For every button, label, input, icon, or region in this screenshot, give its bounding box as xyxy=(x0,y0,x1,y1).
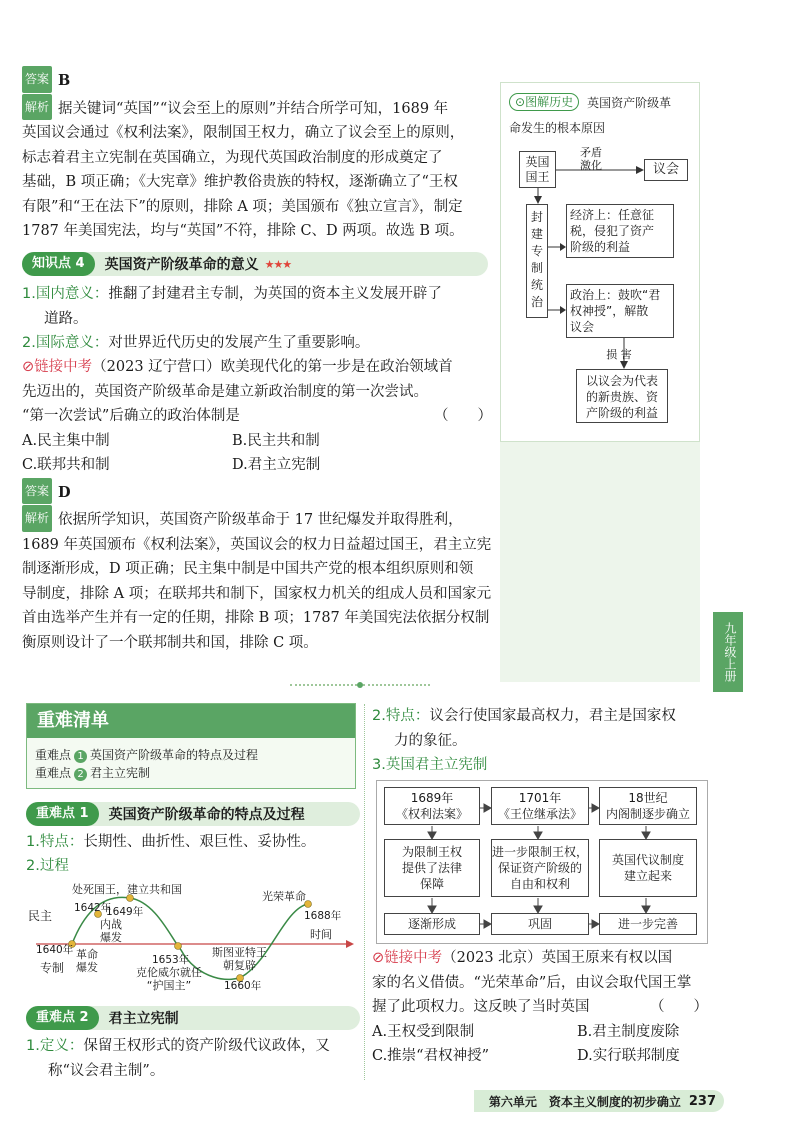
link-icon: ⊘ xyxy=(372,950,385,966)
option-b: B.民主共和制 xyxy=(232,432,320,449)
conflict-label: 矛盾 激化 xyxy=(580,146,602,172)
item-text: 对世界近代历史的发展产生了重要影响。 xyxy=(108,335,370,351)
unit-title: 第六单元 资本主义制度的初步确立 xyxy=(488,1094,681,1109)
year-1640: 1640年 xyxy=(36,944,74,956)
review-item: 重难点 1 英国资产阶级革命的特点及过程 xyxy=(35,748,259,762)
answer-blank: （ ） xyxy=(434,408,492,424)
representative-system-box: 英国代议制度 建立起来 xyxy=(599,839,697,897)
option-a: A.王权受到限制 xyxy=(372,1023,475,1040)
question-stem: 欧美现代化的第一步是在政治领域首 xyxy=(220,359,453,375)
question-source: （2023 北京） xyxy=(442,950,542,966)
analysis-line: 1787 年美国宪法，均与“英国”不符，排除 C、D 两项。故选 B 项。 xyxy=(22,223,464,239)
page-footer xyxy=(474,1090,724,1112)
review-list-title: 重难清单 xyxy=(27,704,355,738)
feature-line: 1.特点：长期性、曲折性、艰巨性、妥协性。 xyxy=(26,834,316,850)
answer-tag: 答案 xyxy=(22,66,52,93)
economic-box: 经济上：任意征 税，侵犯了资产 阶级的利益 xyxy=(566,204,674,258)
question-stem: 先迈出的，英国资产阶级革命是建立新政治制度的第一次尝试。 xyxy=(22,383,428,400)
link-label: 链接中考 xyxy=(34,359,93,375)
label-revolution: 革命 爆发 xyxy=(76,948,98,974)
knowledge-point-label: 知识点 4 xyxy=(22,252,95,276)
cabinet-box: 18世纪 内阁制逐步确立 xyxy=(599,787,697,825)
sidebar-panel-lower xyxy=(500,442,700,682)
axis-democracy: 民主 xyxy=(28,909,53,923)
year-1642: 1642年 xyxy=(74,902,112,914)
analysis-line: 基础，B 项正确；《大宪章》维护教俗贵族的特权，逐渐确立了“王权 xyxy=(22,174,458,190)
knowledge-point-header xyxy=(22,252,488,276)
review-item: 重难点 2 君主立宪制 xyxy=(35,766,151,780)
item-label: 2.国际意义： xyxy=(22,335,109,351)
option-d: D.实行联邦制度 xyxy=(577,1048,680,1064)
question-stem: 家的名义借债。“光荣革命”后，由议会取代国王掌 xyxy=(372,974,692,991)
key-difficulty-header xyxy=(26,1006,360,1030)
link-icon: ⊘ xyxy=(22,359,35,375)
label-cromwell: 克伦威尔就任 “护国主” xyxy=(136,966,202,992)
analysis-line: 依据所学知识，英国资产阶级革命于 17 世纪爆发并取得胜利， xyxy=(58,512,463,528)
analysis-line: 制逐渐形成，D 项正确；民主集中制是中国共产党的根本组织原则和领 xyxy=(22,561,474,577)
analysis-line: 有限”和“王在法下”的原则，排除 A 项；美国颁布《独立宣言》，制定 xyxy=(22,198,463,215)
item-label: 1.国内意义： xyxy=(22,286,109,302)
diagram-title: 命发生的根本原因 xyxy=(509,121,606,135)
label-civil-war: 内战 爆发 xyxy=(100,918,122,944)
label-stuart: 斯图亚特王 朝复辟 xyxy=(212,946,267,972)
star-rating: ★★★ xyxy=(264,257,292,271)
act-of-settlement-box: 1701年 《王位继承法》 xyxy=(491,787,589,825)
knowledge-point-title: 英国资产阶级革命的意义 xyxy=(104,257,259,273)
question-stem: 握了此项权力。这反映了当时英国 xyxy=(372,999,590,1015)
question-stem: 英国王原来有权以国 xyxy=(541,950,673,966)
year-1688: 1688年 xyxy=(304,910,342,922)
answer-letter: D xyxy=(58,483,71,501)
diagram-icon: ⊙ xyxy=(515,95,526,109)
key-difficulty-title: 君主立宪制 xyxy=(108,1011,179,1027)
key-difficulty-label: 重难点 2 xyxy=(26,1006,99,1030)
item-text: 道路。 xyxy=(44,310,88,327)
process-label: 2.过程 xyxy=(26,858,69,874)
forming-box: 逐渐形成 xyxy=(384,913,480,935)
number-badge: 1 xyxy=(74,750,87,763)
parliament-box: 议会 xyxy=(644,159,688,181)
political-box: 政治上：鼓吹“君 权神授”，解散 议会 xyxy=(566,284,674,338)
knowledge-point-body xyxy=(22,282,492,356)
year-1649: 1649年 xyxy=(106,906,144,918)
review-list-box xyxy=(26,703,356,789)
king-box: 英国 国王 xyxy=(519,151,556,188)
harm-label: 损 害 xyxy=(606,348,632,361)
result-box: 以议会为代表 的新贵族、资 产阶级的利益 xyxy=(576,369,668,423)
definition-block: 1.定义：保留王权形式的资产阶级代议政体，又 称“议会君主制”。 xyxy=(26,1038,330,1079)
section-divider xyxy=(290,682,430,688)
key-difficulty-label: 重难点 1 xyxy=(26,802,99,826)
bill-of-rights-box: 1689年 《权利法案》 xyxy=(384,787,480,825)
legal-guarantee-box: 为限制王权 提供了法律 保障 xyxy=(384,839,480,897)
option-d: D.君主立宪制 xyxy=(232,457,321,473)
analysis-tag: 解析 xyxy=(22,94,52,121)
year-1653: 1653年 xyxy=(152,954,190,966)
question-source: （2023 辽宁营口） xyxy=(92,359,221,375)
option-c: C.推崇“君权神授” xyxy=(372,1048,490,1064)
improve-box: 进一步完善 xyxy=(599,913,697,935)
label-top: 处死国王，建立共和国 xyxy=(72,883,182,896)
option-b: B.君主制度废除 xyxy=(577,1023,680,1040)
feature-block: 2.特点：议会行使国家最高权力，君主是国家权 力的象征。 3.英国君主立宪制 xyxy=(372,704,712,778)
key-difficulty-title: 英国资产阶级革命的特点及过程 xyxy=(108,807,305,823)
option-a: A.民主集中制 xyxy=(22,432,110,449)
key-difficulty-header xyxy=(26,802,360,826)
analysis-line: 导制度，排除 A 项；在联邦共和制下，国家权力机关的组成人员和国家元 xyxy=(22,585,492,602)
answer-blank: （ ） xyxy=(650,999,708,1015)
diagram-title: 英国资产阶级革 xyxy=(587,95,672,110)
label-glorious: 光荣革命 xyxy=(262,890,306,903)
grade-side-tab[interactable]: 九年级上册 xyxy=(713,612,743,692)
analysis-line: 标志着君主立宪制在英国确立，为现代英国政治制度的形成奠定了 xyxy=(22,149,443,166)
axis-autocracy: 专制 xyxy=(40,961,65,975)
axis-time: 时间 xyxy=(310,928,332,941)
link-label: 链接中考 xyxy=(384,950,443,966)
analysis-line: 衡原则设计了一个联邦制共和国，排除 C 项。 xyxy=(22,634,318,651)
diagram-badge: ⊙图解历史 xyxy=(509,93,579,111)
number-badge: 2 xyxy=(74,768,87,781)
analysis-tag: 解析 xyxy=(22,505,52,532)
item-text: 推翻了封建君主专制，为英国的资本主义发展开辟了 xyxy=(108,286,442,302)
option-c: C.联邦共和制 xyxy=(22,457,110,473)
analysis-line: 首由选举产生并有一定的任期，排除 B 项；1787 年美国宪法依据分权制 xyxy=(22,610,490,626)
answer-letter: B xyxy=(58,72,71,89)
analysis-line: 据关键词“英国”“议会至上的原则”并结合所学可知，1689 年 xyxy=(58,100,449,117)
q1-answer-block xyxy=(22,66,492,244)
year-1660: 1660年 xyxy=(224,980,262,992)
analysis-line: 英国议会通过《权利法案》，限制国王权力，确立了议会至上的原则， xyxy=(22,125,465,141)
consolidate-box: 巩固 xyxy=(491,913,589,935)
answer-tag: 答案 xyxy=(22,478,52,505)
exam-question xyxy=(22,355,492,655)
limit-power-box: 进一步限制王权， 保证资产阶级的 自由和权利 xyxy=(491,839,589,897)
feudal-rule-box: 封 建 专 制 统 治 xyxy=(526,204,548,318)
column-separator xyxy=(364,704,365,1080)
exam-question xyxy=(372,946,708,1069)
question-stem: “第一次尝试”后确立的政治体制是 xyxy=(22,408,240,424)
page-number: 237 xyxy=(688,1093,716,1109)
section-heading: 3.英国君主立宪制 xyxy=(372,757,488,773)
analysis-line: 1689 年英国颁布《权利法案》，英国议会的权力日益超过国王，君主立宪 xyxy=(22,536,492,553)
